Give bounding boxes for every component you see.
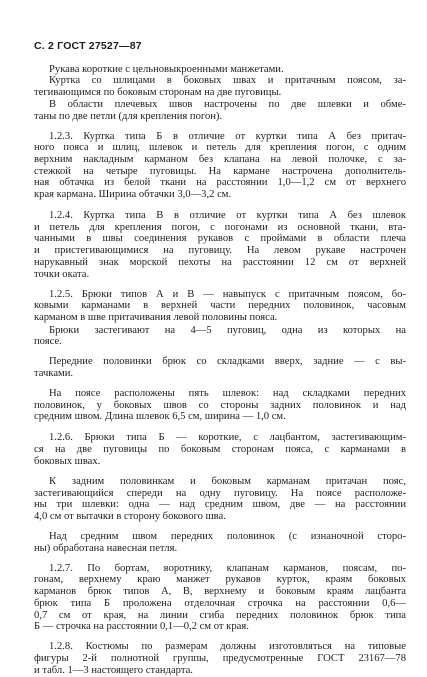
text-line: На поясе расположены пять шлевок: над складками передних — [49, 388, 406, 399]
text-line: 0,7 см от края, на линии сгиба передних половинок брюк типа — [34, 610, 406, 621]
text-line: верхним накладным карманом без клапана на левой полочке, с за- — [34, 154, 406, 165]
text-line: тачками. — [34, 368, 74, 379]
text-line: и пристегивающимися на пуговицу. На левом рукаве настрочен — [34, 245, 406, 256]
text-line: поясе. — [34, 336, 62, 347]
text-line: К задним половинкам и боковым карманам притачан пояс, — [49, 476, 406, 487]
text-line: и петель для крепления погон, с погонами из основной ткани, вта- — [34, 222, 406, 233]
text-line: 1.2.8. Костюмы по размерам должны изготовляться на типовые — [49, 641, 406, 652]
text-line: ны три шлевки: одна — над средним швом, две — на расстоянии — [34, 499, 406, 510]
text-line: 1.2.6. Брюки типа Б — короткие, с лацбантом, застегивающим- — [49, 432, 406, 443]
text-line: Куртка со шлицами в боковых швах и притачным поясом, за- — [49, 75, 406, 86]
page-header: С. 2 ГОСТ 27527—87 — [34, 40, 142, 52]
text-line: стежкой на четыре пуговицы. На кармане настрочена дополнитель- — [34, 166, 406, 177]
text-line: половинок, у боковых швов со стороны задних половинок и над — [34, 400, 406, 411]
text-line: края кармана. Ширина обтачки 3,0—3,2 см. — [34, 189, 232, 200]
text-line: 1.2.3. Куртка типа Б в отличие от куртки типа А без притач- — [49, 131, 406, 142]
text-line: и табл. 1—3 настоящего стандарта. — [34, 665, 193, 676]
text-line: Над средним швом передних половинок (с изнаночной сторо- — [49, 531, 406, 542]
text-line: фигуры 2-й полнотной группы, предусмотренные ГОСТ 23167—78 — [34, 653, 406, 664]
text-line: гонам, верхнему краю манжет рукавов курток, краям боковых — [34, 574, 406, 585]
text-line: В области плечевых швов настрочены по две шлевки и обме- — [49, 99, 406, 110]
text-line: тегивающимся по боковым сторонам на две пуговицы. — [34, 87, 282, 98]
text-line: Передние половинки брюк со складками вверх, задние — с вы- — [49, 356, 406, 367]
text-line: таны по две петли (для крепления погон). — [34, 111, 223, 122]
text-line: боковых швах. — [34, 456, 101, 467]
text-line: 1.2.5. Брюки типов А и В — навыпуск с притачным поясом, бо- — [49, 289, 406, 300]
text-line: брюк типа Б проложена отделочная строчка на расстоянии 0,6— — [34, 598, 406, 609]
text-line: ся на две пуговицы по боковым сторонам пояса, с карманами в — [34, 444, 406, 455]
text-line: нарукавный знак морской пехоты на расстоянии 12 см от верхней — [34, 257, 406, 268]
text-line: ного пояса и шлиц, шлевок и петель для крепления погон, с одним — [34, 142, 406, 153]
text-line: 1.2.4. Куртка типа В в отличие от куртки типа А без шлевок — [49, 210, 406, 221]
text-line: 1.2.7. По бортам, воротнику, клапанам карманов, поясам, по- — [49, 563, 406, 574]
text-line: ковыми карманами в верхней части передних половинок, часовым — [34, 300, 406, 311]
text-line: застегивающийся спереди на одну пуговицу. На поясе расположе- — [34, 488, 406, 499]
text-line: чанными в швы соединения рукавов с проймами в области плеча — [34, 233, 406, 244]
text-line: Брюки застегивают на 4—5 пуговиц, одна из которых на — [49, 325, 406, 336]
text-line: карманов брюк типов А, В, верхнему и боковым краям лацбанта — [34, 586, 406, 597]
text-line: Б — строчка на расстоянии 0,1—0,2 см от края. — [34, 621, 249, 632]
text-line: карманом в шве притачивания левой половины пояса. — [34, 312, 278, 323]
text-line: ная обтачка из белой ткани на расстоянии 1,0—1,2 см от верхнего — [34, 177, 406, 188]
text-line: точки оката. — [34, 269, 90, 280]
text-line: Рукава короткие с цельновыкроенными манжетами. — [49, 64, 284, 75]
text-line: ны) обработана навесная петля. — [34, 543, 178, 554]
text-line: средним швом. Длина шлевок 6,5 см, ширина — 1,0 см. — [34, 411, 286, 422]
text-line: 4,0 см от вытачки в сторону бокового шва. — [34, 511, 226, 522]
